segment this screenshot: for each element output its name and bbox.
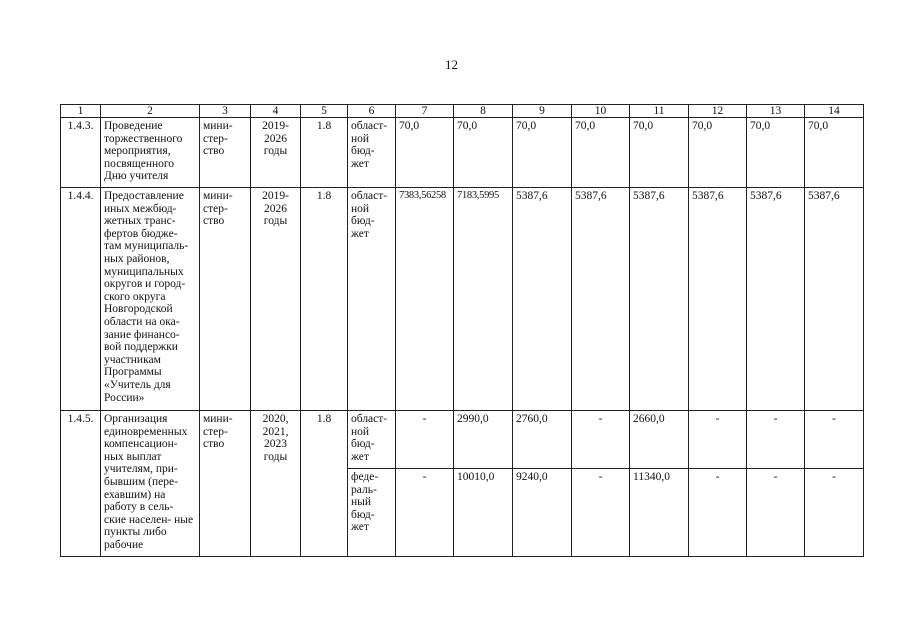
table-header-row — [61, 105, 864, 118]
value-cell: - — [396, 469, 454, 557]
row-period: 2019- 2026 годы — [251, 188, 301, 411]
column-header: 5 — [301, 105, 348, 118]
row-period: 2019- 2026 годы — [251, 118, 301, 188]
value-cell: 2760,0 — [513, 411, 572, 469]
row-executor: мини- стер- ство — [200, 411, 251, 557]
value-cell: - — [396, 411, 454, 469]
value-cell: 10010,0 — [454, 469, 513, 557]
row-executor: мини- стер- ство — [200, 188, 251, 411]
column-header: 13 — [747, 105, 805, 118]
value-cell: 70,0 — [513, 118, 572, 188]
value-cell: 11340,0 — [630, 469, 689, 557]
row-target: 1.8 — [301, 411, 348, 557]
row-name: Проведение торжественного мероприятия, посвященного Дню учителя — [101, 118, 200, 188]
row-budget: област- ной бюд- жет — [348, 188, 396, 411]
value-cell: - — [689, 411, 747, 469]
value-cell: - — [747, 411, 805, 469]
value-cell: 70,0 — [747, 118, 805, 188]
row-target: 1.8 — [301, 118, 348, 188]
row-budget: област- ной бюд- жет — [348, 411, 396, 469]
column-header: 11 — [630, 105, 689, 118]
value-cell: 7183,5995 — [454, 188, 513, 411]
value-cell: - — [689, 469, 747, 557]
column-header: 2 — [101, 105, 200, 118]
row-code: 1.4.5. — [61, 411, 101, 557]
row-name: Организация единовременных компенсацион- ных выплат учителям, при- бывшим (пере- ехавшим) на работу в сель- ские населен- ные пункты либо рабочие — [101, 411, 200, 557]
table-row — [61, 411, 864, 469]
value-cell: 70,0 — [396, 118, 454, 188]
value-cell: - — [572, 469, 630, 557]
row-code: 1.4.4. — [61, 188, 101, 411]
value-cell: 70,0 — [454, 118, 513, 188]
row-code: 1.4.3. — [61, 118, 101, 188]
value-cell: - — [747, 469, 805, 557]
column-header: 12 — [689, 105, 747, 118]
value-cell: 70,0 — [630, 118, 689, 188]
value-cell: - — [805, 469, 864, 557]
value-cell: 5387,6 — [747, 188, 805, 411]
value-cell: 2990,0 — [454, 411, 513, 469]
column-header: 4 — [251, 105, 301, 118]
row-executor: мини- стер- ство — [200, 118, 251, 188]
value-cell: 70,0 — [805, 118, 864, 188]
column-header: 9 — [513, 105, 572, 118]
value-cell: - — [572, 411, 630, 469]
value-cell: 2660,0 — [630, 411, 689, 469]
row-period: 2020, 2021, 2023 годы — [251, 411, 301, 557]
value-cell: 7383,56258 — [396, 188, 454, 411]
column-header: 14 — [805, 105, 864, 118]
value-cell: 70,0 — [689, 118, 747, 188]
column-header: 1 — [61, 105, 101, 118]
page-number: 12 — [445, 57, 458, 72]
value-cell: 5387,6 — [572, 188, 630, 411]
program-table — [60, 104, 864, 557]
value-cell: 5387,6 — [689, 188, 747, 411]
value-cell: 9240,0 — [513, 469, 572, 557]
value-cell: - — [805, 411, 864, 469]
row-budget: феде- раль- ный бюд- жет — [348, 469, 396, 557]
table-row — [61, 118, 864, 188]
row-name: Предоставление иных межбюд- жетных транс- фертов бюдже- там муниципаль- ных районов, муниципальных округов и город- ского округа Новгородской области на ока- зание финансо- вой поддержки участникам Программы «Учитель для России» — [101, 188, 200, 411]
value-cell: 70,0 — [572, 118, 630, 188]
value-cell: 5387,6 — [805, 188, 864, 411]
row-budget: област- ной бюд- жет — [348, 118, 396, 188]
column-header: 7 — [396, 105, 454, 118]
column-header: 8 — [454, 105, 513, 118]
table-row — [61, 188, 864, 411]
column-header: 3 — [200, 105, 251, 118]
column-header: 10 — [572, 105, 630, 118]
value-cell: 5387,6 — [513, 188, 572, 411]
row-target: 1.8 — [301, 188, 348, 411]
column-header: 6 — [348, 105, 396, 118]
value-cell: 5387,6 — [630, 188, 689, 411]
